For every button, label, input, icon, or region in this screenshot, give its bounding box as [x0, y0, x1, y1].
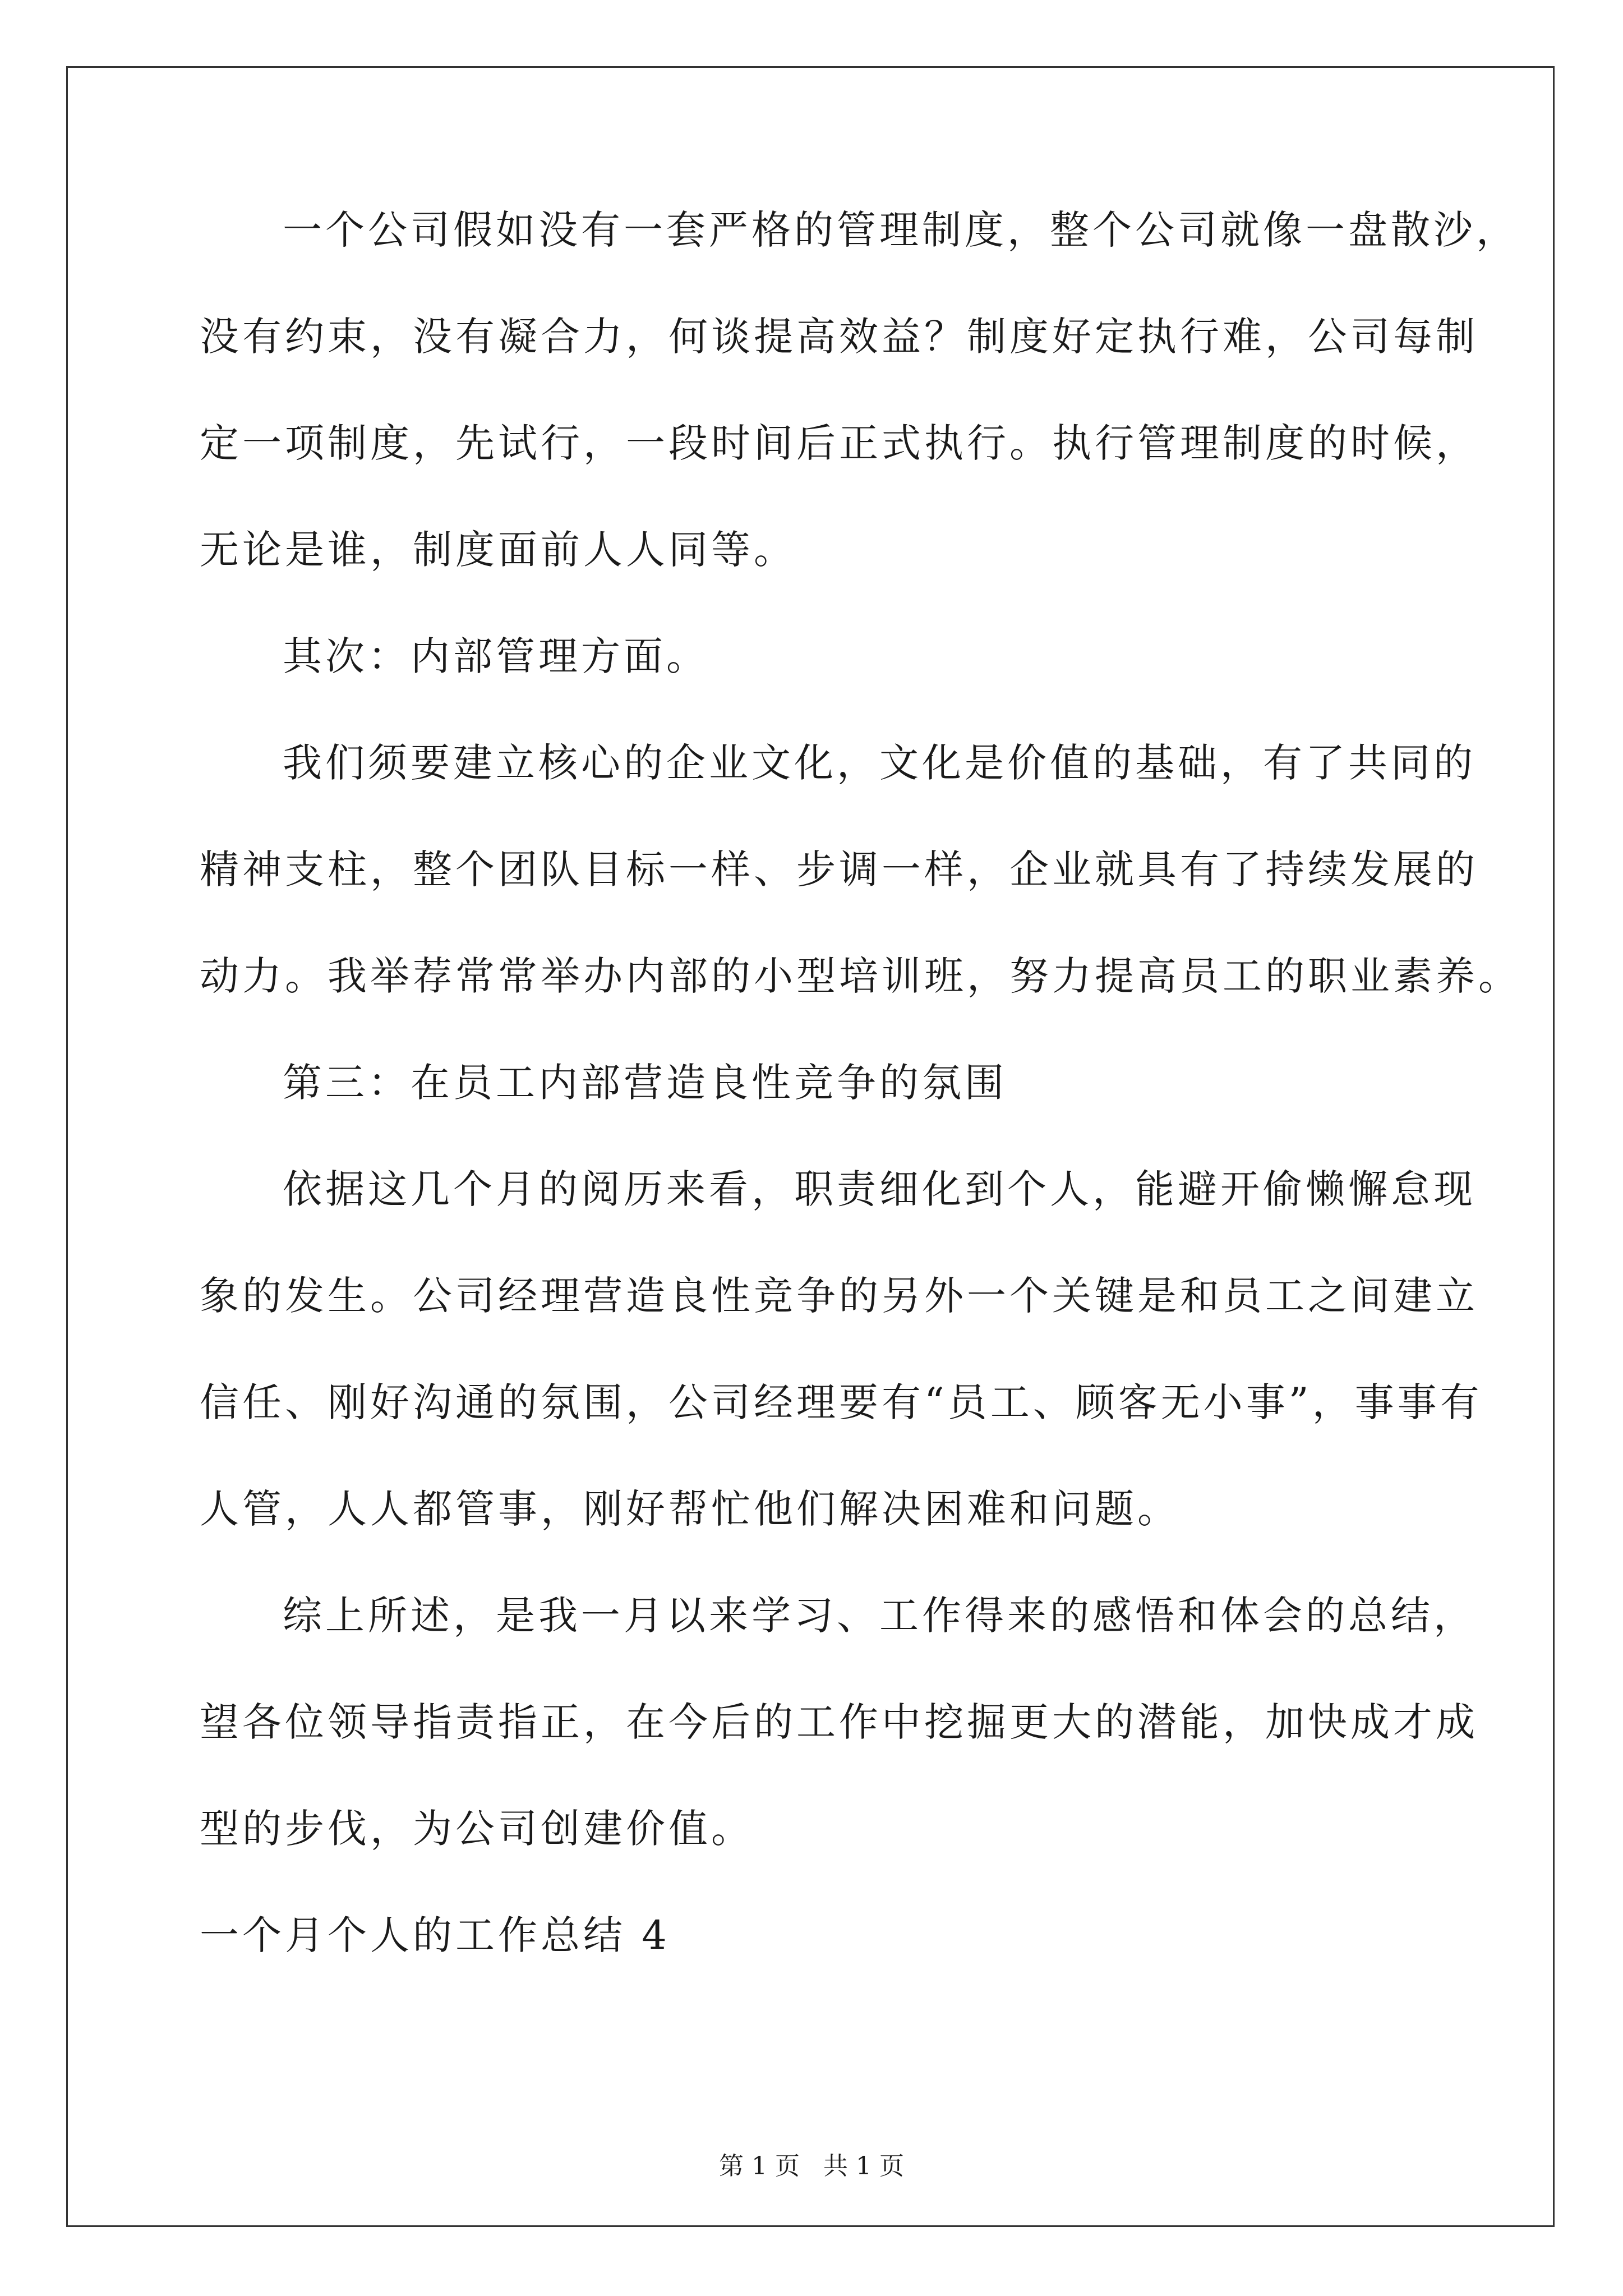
page-border	[66, 66, 1555, 2227]
page-footer: 第 1 页 共 1 页	[719, 2152, 904, 2180]
paragraph-3-line-2: 精神支柱，整个团队目标一样、步调一样，企业就具有了持续发展的	[200, 846, 1478, 892]
paragraph-3-line-3: 动力。我举荐常常举办内部的小型培训班，努力提高员工的职业素养。	[200, 953, 1521, 999]
paragraph-4-line-1: 第三：在员工内部营造良性竞争的氛围	[283, 1060, 1007, 1106]
paragraph-1-line-1: 一个公司假如没有一套严格的管理制度，整个公司就像一盘散沙，	[283, 207, 1519, 253]
paragraph-5-line-4: 人管，人人都管事，刚好帮忙他们解决困难和问题。	[200, 1486, 1180, 1532]
section-heading: 一个月个人的工作总结 4	[200, 1912, 670, 1958]
paragraph-1-line-3: 定一项制度，先试行，一段时间后正式执行。执行管理制度的时候，	[200, 420, 1478, 466]
paragraph-6-line-2: 望各位领导指责指正，在今后的工作中挖掘更大的潜能，加快成才成	[200, 1699, 1478, 1745]
paragraph-6-line-1: 综上所述，是我一月以来学习、工作得来的感悟和体会的总结，	[283, 1593, 1476, 1639]
paragraph-1-line-2: 没有约束，没有凝合力，何谈提高效益？制度好定执行难，公司每制	[200, 314, 1478, 360]
paragraph-3-line-1: 我们须要建立核心的企业文化，文化是价值的基础，有了共同的	[283, 740, 1476, 786]
paragraph-5-line-2: 象的发生。公司经理营造良性竞争的另外一个关键是和员工之间建立	[200, 1273, 1478, 1319]
paragraph-5-line-1: 依据这几个月的阅历来看，职责细化到个人，能避开偷懒懈怠现	[283, 1166, 1476, 1212]
paragraph-5-line-3: 信任、刚好沟通的氛围，公司经理要有“员工、顾客无小事”，事事有	[200, 1379, 1483, 1425]
paragraph-2-line-1: 其次：内部管理方面。	[283, 633, 709, 679]
paragraph-6-line-3: 型的步伐，为公司创建价值。	[200, 1806, 754, 1852]
paragraph-1-line-4: 无论是谁，制度面前人人同等。	[200, 527, 796, 573]
